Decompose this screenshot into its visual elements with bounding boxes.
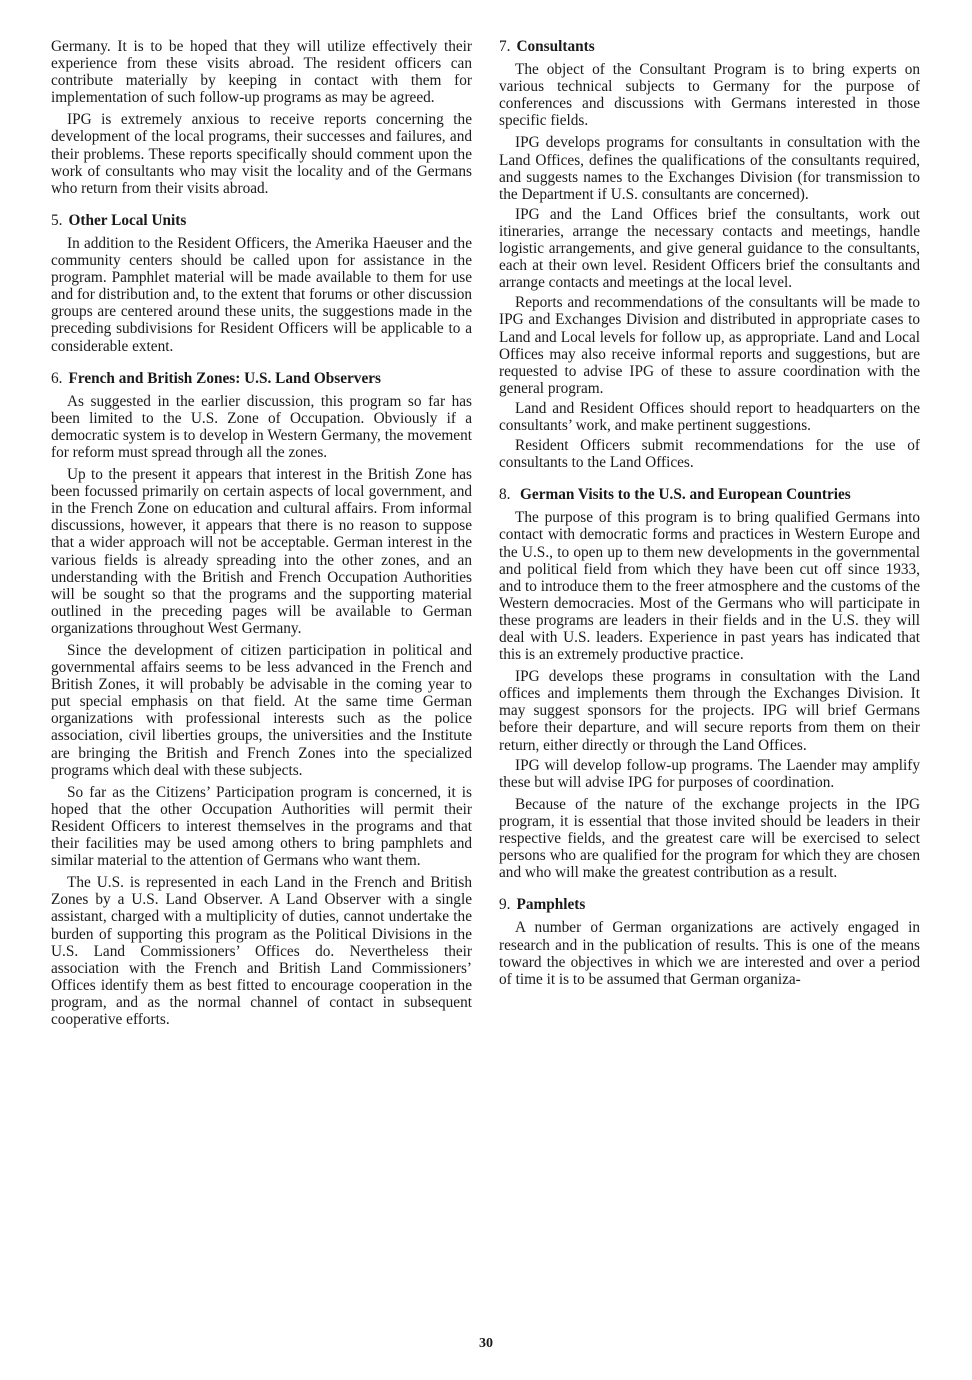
paragraph: Resident Officers submit recommendations for the use of consultants to the Land Offices. [499,437,920,472]
section-number: 7. [499,38,511,55]
section-heading-6 [51,370,472,387]
section-title: Other Local Units [68,211,187,229]
section-title: French and British Zones: U.S. Land Observers [68,369,381,387]
paragraph: The U.S. is represented in each Land in the French and British Zones by a U.S. Land Observer. A Land Observer with a single assistant, charged with a multiplicity of duties, cannot undertake the burden of supporting this program as the Political Divisions in the U.S. Land Commissioners’ Offices do. Nevertheless their association with the French and British Land Commissioners’ Offices identify them as best fitted to encourage cooperation in the program, and as the normal channel of contact in subsequent cooperative efforts. [51,874,472,1028]
paragraph: IPG develops programs for consultants in consultation with the Land Offices, defines the qualifications of the consultants required, and suggests names to the Exchanges Division (for transmission to the Department if U.S. consultants are concerned). [499,134,920,203]
paragraph: Since the development of citizen participation in political and governmental affairs seems to be less advanced in the French and British Zones, it will probably be advisable in the coming year to put special emphasis on that field. At the same time German organizations with professional interests such as the police association, civil liberties groups, the universities and the Institute are bringing the British and French Zones into the specialized programs which deal with these subjects. [51,642,472,779]
page-number: 30 [479,1336,493,1351]
paragraph: IPG develops these programs in consultation with the Land offices and implements them through the Exchanges Division. It may suggest sponsors for the projects. IPG will brief Germans before their departure, and will secure reports from them on their return, either directly or through the Land Offices. [499,668,920,754]
paragraph: In addition to the Resident Officers, the Amerika Haeuser and the community centers should be called upon for assistance in the program. Pamphlet material will be made available to them for use and for distribution and, to the extent that forums or other discussion groups are centered around these units, the suggestions made in the preceding subdivisions for Resident Officers will be applicable to a considerable extent. [51,234,472,355]
paragraph: Germany. It is to be hoped that they will utilize effectively their experience from these visits abroad. The resident officers can contribute materially by keeping in contact with them for implementation of such follow-up programs as may be agreed. [51,38,472,107]
section-number: 5. [51,211,63,229]
paragraph: IPG is extremely anxious to receive reports concerning the development of the local programs, their successes and failures, and their problems. These reports specifically should comment upon the work of consultants who may visit the locality and of the Germans who return from their visits abroad. [51,111,472,197]
paragraph: IPG will develop follow-up programs. The Laender may amplify these but will advise IPG for purposes of coordination. [499,756,920,791]
paragraph: As suggested in the earlier discussion, this program so far has been limited to the U.S. Zone of Occupation. Obviously if a democratic system is to develop in Western Germany, the movement for reform must spread through all the zones. [51,392,472,461]
paragraph: The object of the Consultant Program is to bring experts on various technical subjects to Germany for the purpose of conferences and discussions with Germans interested in those specific fields. [499,61,920,130]
section-heading-7 [499,38,920,55]
section-heading-9 [499,896,920,913]
paragraph: Up to the present it appears that interest in the British Zone has been focussed primarily on certain aspects of local government, and in the French Zone on education and cultural affairs. From informal discussions, however, it appears that there is no reason to suppose that a wider approach will not be acceptable. German interest in the various fields is already spreading into the other zones, and an understanding with the British and French Occupation Authorities will be sought so that the programs and the supporting material outlined in the preceding pages will be available to German organizations throughout West Germany. [51,466,472,637]
paragraph: Because of the nature of the exchange projects in the IPG program, it is essential that those invited should be leaders in their respective fields, and the greatest care will be exercised to select persons who are qualified for the program for which they are chosen and who will make the greatest contribution as a result. [499,795,920,882]
right-column [499,38,920,991]
section-title: German Visits to the U.S. and European Countries [520,486,851,504]
paragraph: IPG and the Land Offices brief the consultants, work out itineraries, arrange the necessary contacts and meetings, handle logistic arrangements, and give general guidance to the consultants, each at their own level. Resident Officers brief the consultants and arrange contacts and meetings at the local level. [499,205,920,292]
paragraph: So far as the Citizens’ Participation program is concerned, it is hoped that the other Occupation Authorities will permit their Resident Officers to interest themselves in the programs and that their facilities may be used among others to bring pamphlets and similar material to the attention of Germans who want them. [51,783,472,870]
section-title: Consultants [516,38,595,55]
section-number: 6. [51,369,63,387]
paragraph: A number of German organizations are actively engaged in research and in the publication of results. This is one of the means toward the objectives in which we are interested and over a period of time it is to be assumed that German organiza- [499,919,920,988]
paragraph: The purpose of this program is to bring qualified Germans into contact with democratic forms and practices in Western Europe and the U.S., to open up to them new developments in the governmental and political field from which they have been cut off since 1933, and to introduce them to the freer atmosphere and the customs of the Western democracies. Most of the Germans who will participate in these programs are leaders in their fields and in the U.S. they will deal with U.S. leaders. Experience in past years has indicated that this is an extremely productive practice. [499,509,920,664]
paragraph: Land and Resident Offices should report to headquarters on the consultants’ work, and make pertinent suggestions. [499,399,920,434]
section-number: 8. [499,486,511,504]
section-title: Pamphlets [516,896,586,914]
section-heading-5 [51,212,472,229]
paragraph: Reports and recommendations of the consultants will be made to IPG and Exchanges Division and distributed in appropriate cases to Land and Local levels for follow up, as appropriate. Land and Local Offices may also receive informal reports and suggestions, but are requested to advise IPG of these to assure coordination with the general program. [499,294,920,397]
left-column [51,38,472,1031]
section-number: 9. [499,896,511,914]
section-heading-8 [499,486,920,503]
